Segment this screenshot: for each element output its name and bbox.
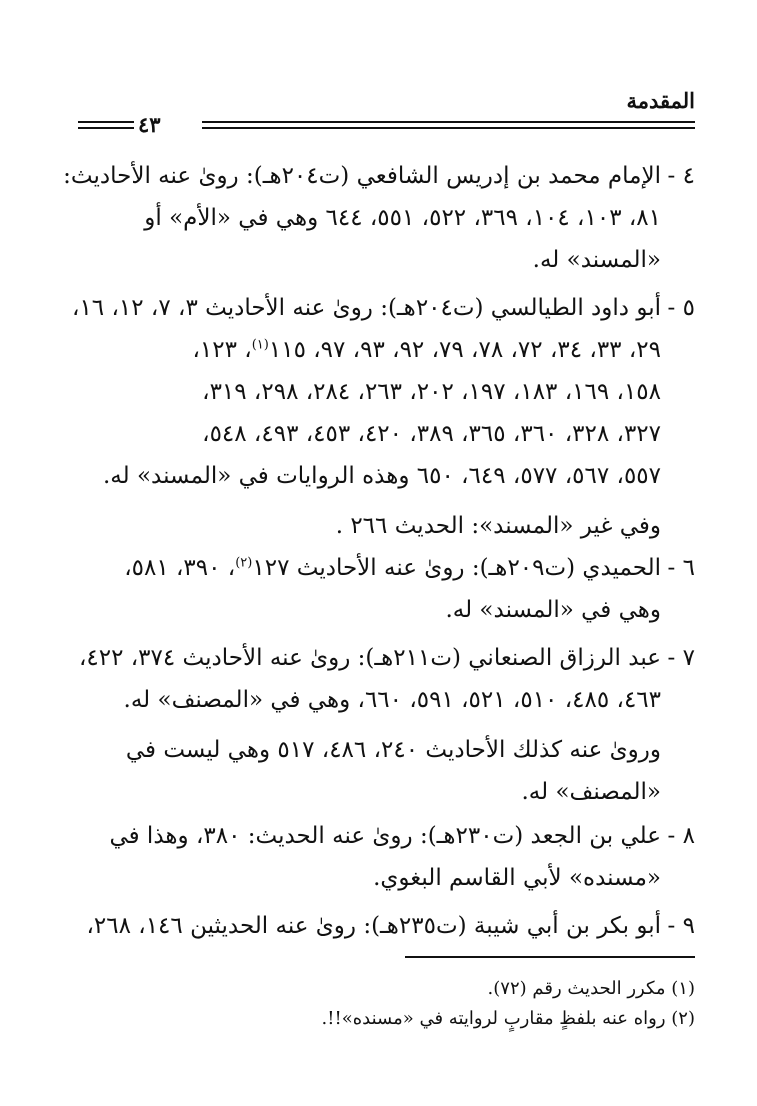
entry-line-text: الحميدي (ت٢٠٩هـ): روىٰ عنه الأحاديث ١٢٧	[252, 555, 661, 581]
entry-4	[63, 155, 695, 281]
entry-number: ٦ -	[667, 555, 695, 581]
entry-line	[63, 329, 695, 371]
entry-line: علي بن الجعد (ت٢٣٠هـ): روىٰ عنه الحديث: ٣٨٠، وهذا في	[109, 823, 661, 849]
entry-line: ٤٦٣، ٤٨٥، ٥١٠، ٥٢١، ٥٩١، ٦٦٠، وهي في «المصنف» له.	[123, 687, 661, 713]
entry-line: وروىٰ عنه كذلك الأحاديث ٢٤٠، ٤٨٦، ٥١٧ وهي ليست في	[125, 737, 661, 763]
entry-line: ١٥٨، ١٦٩، ١٨٣، ١٩٧، ٢٠٢، ٢٦٣، ٢٨٤، ٢٩٨، ٣١٩،	[202, 379, 661, 405]
page-number: ٤٣	[138, 112, 161, 137]
header-rule-right-2	[202, 127, 695, 129]
entry-number: ٩ -	[667, 913, 695, 939]
footnote-2: (٢) رواه عنه بلفظٍ مقاربٍ لروايته في «مسنده»!!.	[321, 1008, 695, 1029]
entry-line: «مسنده» لأبي القاسم البغوي.	[373, 865, 661, 891]
header-rule-left	[78, 121, 134, 123]
footnote-ref-1: (١)	[251, 337, 269, 353]
entry-number: ٥ -	[667, 295, 695, 321]
entry-line: «المسند» له.	[532, 247, 661, 273]
entry-9	[63, 905, 695, 947]
footnote-ref-2: (٢)	[235, 555, 253, 571]
entry-7	[63, 637, 695, 813]
entry-line: ٣٢٧، ٣٢٨، ٣٦٠، ٣٦٥، ٣٨٩، ٤٢٠، ٤٥٣، ٤٩٣، ٥٤٨،	[202, 421, 661, 447]
entry-6	[63, 547, 695, 631]
entry-line: وهي في «المسند» له.	[445, 597, 661, 623]
entry-number: ٨ -	[667, 823, 695, 849]
entry-5	[63, 287, 695, 547]
entry-line: عبد الرزاق الصنعاني (ت٢١١هـ): روىٰ عنه الأحاديث ٣٧٤، ٤٢٢،	[78, 645, 661, 671]
entry-line: ٨١، ١٠٣، ١٠٤، ٣٦٩، ٥٢٢، ٥٥١، ٦٤٤ وهي في «الأم» أو	[144, 205, 661, 231]
entry-line-text: ٢٩، ٣٣، ٣٤، ٧٢، ٧٨، ٧٩، ٩٢، ٩٣، ٩٧، ١١٥	[268, 337, 661, 363]
entry-line	[63, 547, 695, 589]
entry-line: أبو بكر بن أبي شيبة (ت٢٣٥هـ): روىٰ عنه الحديثين ١٤٦، ٢٦٨،	[86, 913, 661, 939]
entry-line-tail: ، ١٢٣،	[192, 337, 252, 363]
entry-number: ٧ -	[667, 645, 695, 671]
running-header-title: المقدمة	[626, 88, 695, 113]
entry-line: «المصنف» له.	[521, 779, 661, 805]
entry-line: الإمام محمد بن إدريس الشافعي (ت٢٠٤هـ): روىٰ عنه الأحاديث:	[63, 163, 661, 189]
entry-line: أبو داود الطيالسي (ت٢٠٤هـ): روىٰ عنه الأحاديث ٣، ٧، ١٢، ١٦،	[72, 295, 661, 321]
entry-line: ٥٥٧، ٥٦٧، ٥٧٧، ٦٤٩، ٦٥٠ وهذه الروايات في «المسند» له.	[103, 463, 661, 489]
footnote-1: (١) مكرر الحديث رقم (٧٢).	[487, 978, 695, 999]
entry-line-tail: ، ٣٩٠، ٥٨١،	[124, 555, 236, 581]
entry-8	[63, 815, 695, 899]
footnote-separator	[405, 956, 695, 958]
entry-number: ٤ -	[667, 163, 695, 189]
entry-line: وفي غير «المسند»: الحديث ٢٦٦ .	[335, 513, 661, 539]
header-rule-right	[202, 121, 695, 123]
header-rule-left-2	[78, 127, 134, 129]
